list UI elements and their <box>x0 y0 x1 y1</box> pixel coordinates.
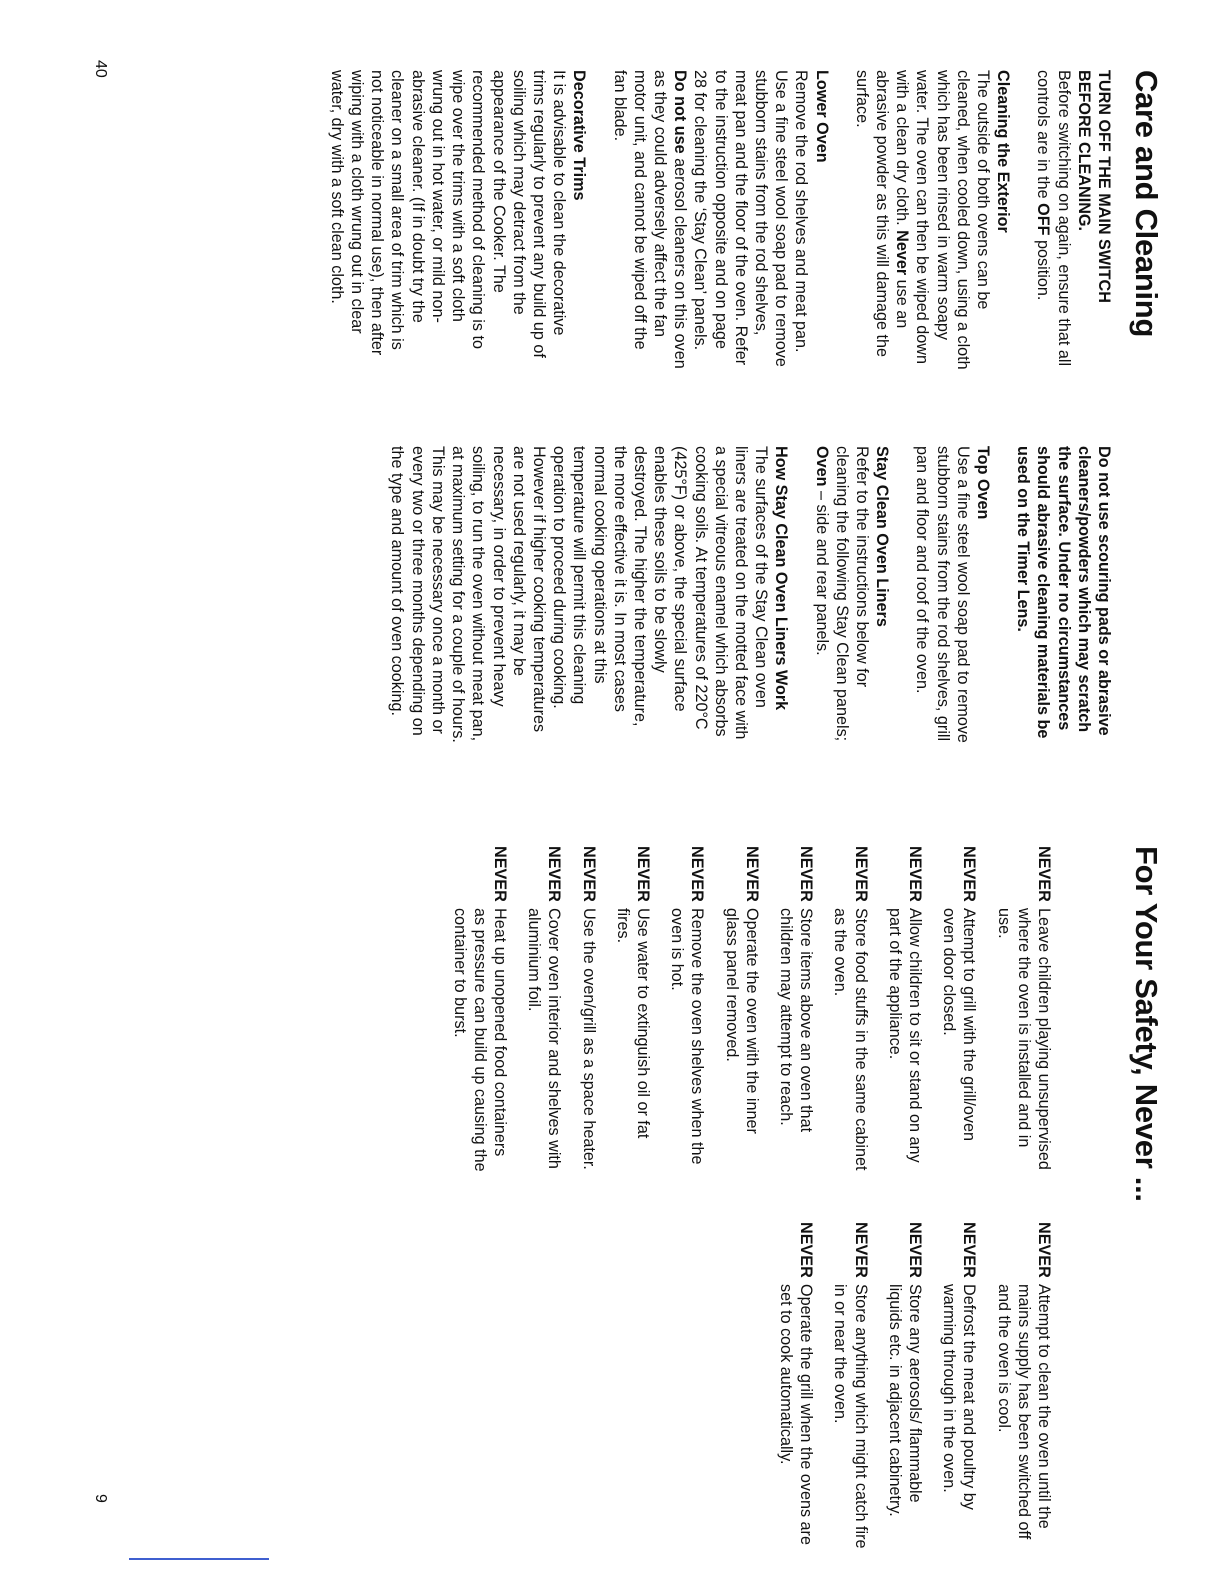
never-item-text: Use the oven/grill as a space heater. <box>579 908 598 1170</box>
how-liners-text-1: The surfaces of the Stay Clean oven liners are treated on the motted face with a special vitreous enamel which absorbs cooking soils. At temperatures of 220°C (425°F) or above, the special surface enables these soils to be slowly destroyed. The higher the temperature, the more effective it is. In most cases normal cooking operations at this temperature will permit this cleaning operation to proceed during cooking. <box>550 446 771 740</box>
never-keyword: NEVER <box>905 1222 924 1278</box>
trims-heading: Decorative Trims <box>570 70 589 201</box>
never-keyword: NEVER <box>742 846 761 902</box>
never-item <box>939 846 979 1176</box>
lower-oven-text-2: Use a fine steel wool soap pad to remove stubborn stains from the rod shelves, meat pan and the floor of the oven. Refer to the instruction opposite and on page 28 for cleaning the ‘Stay Clean’ panels. <box>691 70 791 367</box>
never-keyword: NEVER <box>490 846 509 902</box>
never-item-text: Remove the oven shelves when the oven is hot. <box>668 908 707 1165</box>
liners-text-2: – side and rear panels. <box>812 486 831 656</box>
exterior-text-2: use an abrasive powder as this will damage the surface. <box>852 70 912 358</box>
how-liners-work-heading: How Stay Clean Oven Liners Work <box>772 446 791 711</box>
never-list-1 <box>449 846 1054 1176</box>
never-item-text: Operate the oven with the inner glass panel removed. <box>722 908 761 1134</box>
top-oven-heading: Top Oven <box>973 446 992 520</box>
never-item-text: Allow children to sit or stand on any part of the appliance. <box>885 908 924 1163</box>
never-keyword: NEVER <box>545 846 564 902</box>
never-item-text: Use water to extinguish oil or fat fires. <box>613 908 652 1139</box>
never-list-2 <box>776 1222 1054 1552</box>
never-keyword: NEVER <box>1035 846 1053 902</box>
never-item <box>776 846 816 1176</box>
edge-rule <box>129 1558 269 1560</box>
liners-oven: Oven <box>812 446 831 487</box>
never-item <box>885 1222 925 1552</box>
never-keyword: NEVER <box>633 846 652 902</box>
liners-text <box>811 446 872 746</box>
never-keyword: NEVER <box>579 846 598 902</box>
never-item-text: Store anything which might catch fire in or near the oven. <box>831 1284 870 1549</box>
switch-text-off: OFF <box>1034 203 1053 236</box>
liners-heading: Stay Clean Oven Liners <box>873 446 892 627</box>
safety-title: For Your Safety, Never ... <box>1129 846 1164 1202</box>
never-item-text: Defrost the meat and poultry by warming through in the oven. <box>940 1284 979 1510</box>
never-item <box>524 846 564 1176</box>
switch-section <box>1033 70 1114 370</box>
never-item <box>776 1222 816 1552</box>
never-keyword: NEVER <box>960 846 979 902</box>
never-keyword: NEVER <box>688 846 707 902</box>
exterior-heading: Cleaning the Exterior <box>994 70 1013 233</box>
page-number-left: 40 <box>92 60 109 78</box>
never-item-text: Attempt to grill with the grill/oven oven door closed. <box>940 908 979 1142</box>
never-item <box>578 846 598 1176</box>
page-number-right: 9 <box>92 1494 109 1503</box>
never-keyword: NEVER <box>797 846 816 902</box>
never-item-text: Cover oven interior and shelves with aluminium foil. <box>525 908 564 1169</box>
never-item-text: Store items above an oven that children may attempt to reach. <box>776 908 816 1133</box>
lower-oven-text-3 <box>609 70 690 370</box>
lower-donot: Do not use <box>671 70 690 154</box>
never-item-text: Attempt to clean the oven until the mains supply has been switched off and the oven is cool. <box>994 1284 1053 1540</box>
abrasive-warning: Do not use scouring pads or abrasive cleaners/powders which may scratch the surface. Under no circumstances should abrasive cleaning materials be used on the Timer Lens. <box>1014 446 1113 739</box>
trims-text: It is advisable to clean the decorative trims regularly to prevent any build up of soiling which may detract from the appearance of the Cooker. The recommended method of cleaning is to wipe over the trims with a soft cloth wrung out in hot water, or mild non-abrasive cleaner. (If in doubt try the cleaner on a small area of trim which is not noticeable in normal use), then after wiping with a cloth wrung out in clear water, dry with a soft clean cloth. <box>327 70 569 358</box>
never-keyword: NEVER <box>851 1222 870 1278</box>
never-item <box>939 1222 979 1552</box>
care-column-1 <box>307 70 1114 370</box>
never-item <box>993 846 1054 1176</box>
never-keyword: NEVER <box>1035 1222 1053 1278</box>
never-item-text: Leave children playing unsupervised where the oven is installed and in use. <box>994 908 1053 1170</box>
never-item <box>993 1222 1054 1552</box>
never-item-text: Heat up unopened food containers as pressure can build up causing the container to burst. <box>450 908 509 1172</box>
switch-text-2: position. <box>1034 235 1053 301</box>
lower-oven-heading: Lower Oven <box>812 70 831 163</box>
never-item <box>613 846 653 1176</box>
never-keyword: NEVER <box>797 1222 816 1278</box>
safety-column-2 <box>762 1222 1054 1552</box>
never-item-text: Operate the grill when the ovens are set to cook automatically. <box>776 1284 816 1545</box>
never-item <box>830 846 870 1176</box>
how-liners-text-2: However if higher cooking temperatures are not used regularly, it may be necessary, in order to prevent heavy soiling, to run the oven without meat pan, at maximum setting for a couple of hours. This may be necessary once a month or every two or three months depending on the type and amount of oven cooking. <box>388 446 548 743</box>
never-keyword: NEVER <box>905 846 924 902</box>
never-item <box>885 846 925 1176</box>
never-keyword: NEVER <box>960 1222 979 1278</box>
never-item-text: Store food stuffs in the same cabinet as the oven. <box>831 908 870 1171</box>
never-item <box>830 1222 870 1552</box>
liners-text-1: Refer to the instructions below for cleaning the following Stay Clean panels; <box>832 446 871 742</box>
never-item <box>449 846 510 1176</box>
top-oven-text: Use a fine steel wool soap pad to remove stubborn stains from the rod shelves, grill pan and floor and roof of the oven. <box>913 446 972 743</box>
exterior-never: Never <box>893 230 912 276</box>
care-cleaning-title: Care and Cleaning <box>1129 70 1164 338</box>
lower-text-3: aerosol cleaners on this oven as they could adversely affect the fan motor unit, and cannot be wiped off the fan blade. <box>610 70 690 369</box>
switch-text-1: Before switching on again, ensure that all controls are in the <box>1034 70 1073 367</box>
exterior-text <box>852 70 993 370</box>
switch-heading: TURN OFF THE MAIN SWITCH BEFORE CLEANING. <box>1074 70 1113 303</box>
care-column-2 <box>367 446 1114 746</box>
safety-column-1 <box>435 846 1054 1176</box>
exterior-text-1: The outside of both ovens can be cleaned, when cooled down, using a cloth which has been rinsed in warm soapy water. The oven can then be wiped down with a clean dry cloth. <box>893 70 992 370</box>
lower-oven-text-1: Remove the rod shelves and meat pan. <box>792 70 811 353</box>
never-keyword: NEVER <box>851 846 870 902</box>
never-item <box>667 846 707 1176</box>
never-item <box>721 846 761 1176</box>
never-item-text: Store any aerosols/ flammable liquids etc. in adjacent cabinetry. <box>885 1284 924 1517</box>
